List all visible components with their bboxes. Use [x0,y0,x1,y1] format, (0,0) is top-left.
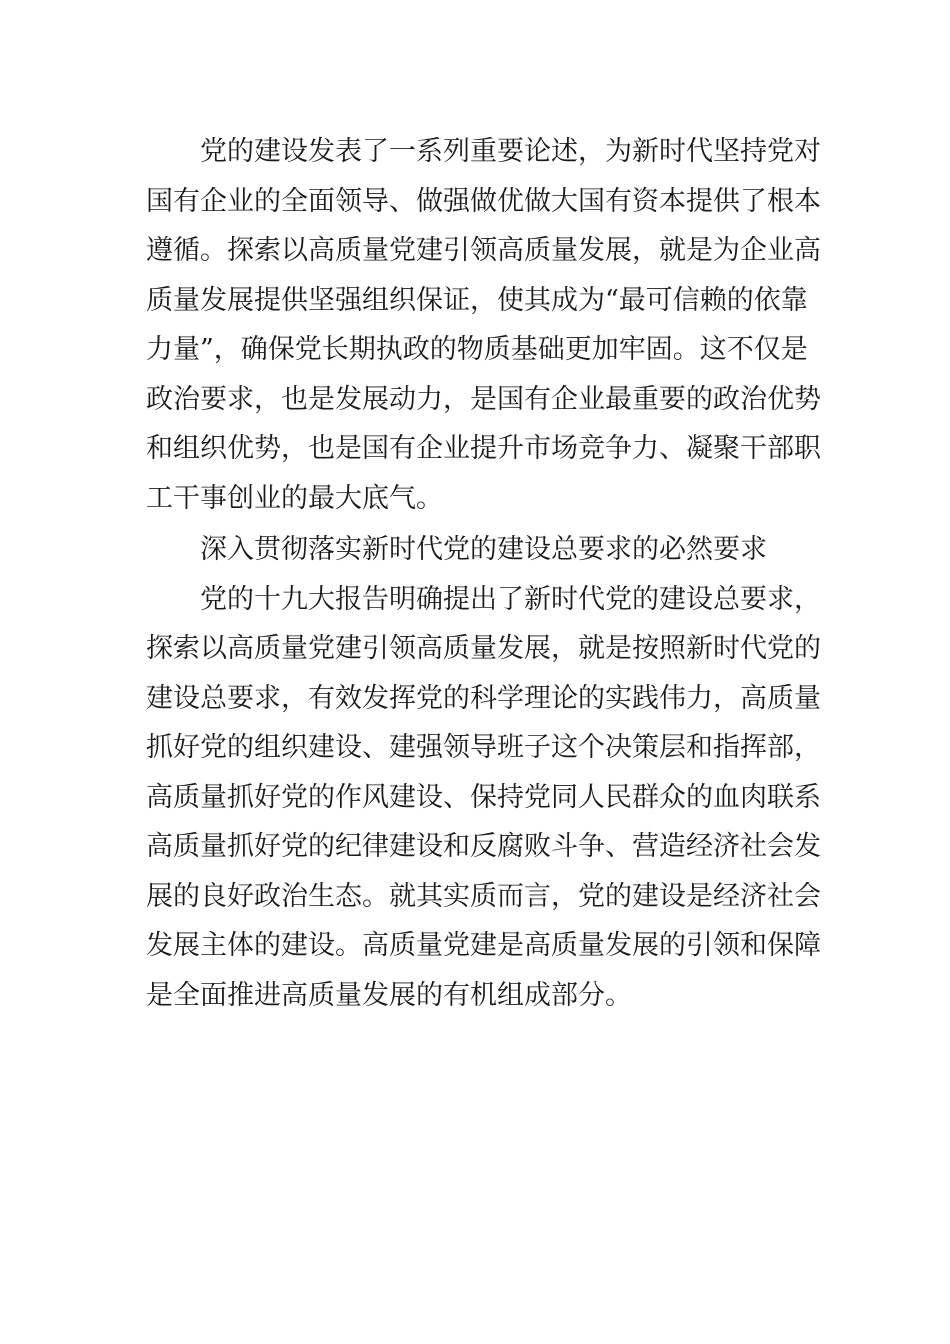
paragraph-2-line-2: 探索以高质量党建引领高质量发展，就是按照新时代党的 [146,633,821,664]
paragraph-1-line-4: 质量发展提供坚强组织保证，使其成为“最可信赖的依靠 [146,285,808,316]
paragraph-2-line-6: 高质量抓好党的纪律建设和反腐败斗争、营造经济社会发 [146,831,821,862]
paragraph-1-line-6: 政治要求，也是发展动力，是国有企业最重要的政治优势 [146,384,821,415]
paragraph-2-line-5: 高质量抓好党的作风建设、保持党同人民群众的血肉联系 [146,782,821,813]
paragraph-1-line-7: 和组织优势，也是国有企业提升市场竞争力、凝聚干部职 [146,433,821,464]
paragraph-2-line-8: 发展主体的建设。高质量党建是高质量发展的引领和保障 [146,930,821,961]
paragraph-1-line-2: 国有企业的全面领导、做强做优做大国有资本提供了根本 [146,186,821,217]
paragraph-2-line-4: 抓好党的组织建设、建强领导班子这个决策层和指挥部， [146,732,821,763]
paragraph-2-line-7: 展的良好政治生态。就其实质而言，党的建设是经济社会 [146,881,821,912]
paragraph-2-line-9: 是全面推进高质量发展的有机组成部分。 [146,980,632,1011]
paragraph-1-line-1: 党的建设发表了一系列重要论述，为新时代坚持党对 [200,136,821,167]
paragraph-2-line-3: 建设总要求，有效发挥党的科学理论的实践伟力，高质量 [146,683,821,714]
section-heading: 深入贯彻落实新时代党的建设总要求的必然要求 [200,534,767,565]
paragraph-1-line-3: 遵循。探索以高质量党建引领高质量发展，就是为企业高 [146,235,821,266]
paragraph-2-line-1: 党的十九大报告明确提出了新时代党的建设总要求， [200,584,821,615]
paragraph-1-line-8: 工干事创业的最大底气。 [146,483,443,514]
paragraph-1-line-5: 力量”，确保党长期执政的物质基础更加牢固。这不仅是 [146,334,808,365]
